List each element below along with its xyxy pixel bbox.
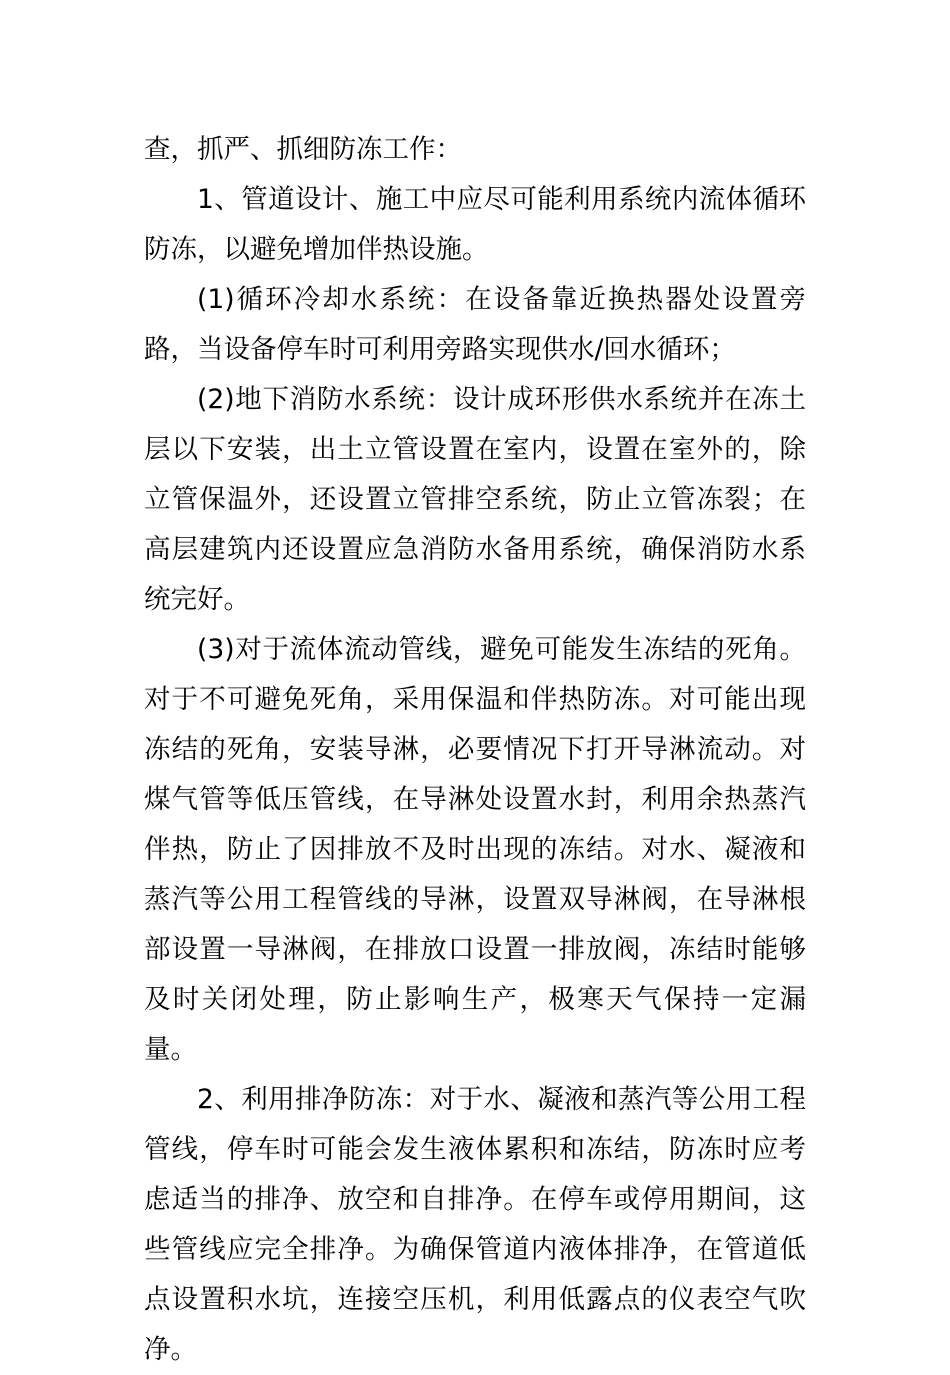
paragraph-continuation: 查，抓严、抓细防冻工作： [144,134,462,165]
document-body [144,125,806,1375]
paragraph-item-1: 1、管道设计、施工中应尽可能利用系统内流体循环防冻，以避免增加伴热设施。 [144,184,806,265]
paragraph-sub-item-2: (2)地下消防水系统：设计成环形供水系统并在冻土层以下安装，出土立管设置在室内，设置在室外的，除立管保温外，还设置立管排空系统，防止立管冻裂；在高层建筑内还设置应急消防水备用系统，确保消防水系统完好。 [144,384,806,615]
paragraph-sub-item-3: (3)对于流体流动管线，避免可能发生冻结的死角。对于不可避免死角，采用保温和伴热防冻。对可能出现冻结的死角，安装导淋，必要情况下打开导淋流动。对煤气管等低压管线，在导淋处设置水封，利用余热蒸汽伴热，防止了因排放不及时出现的冻结。对水、凝液和蒸汽等公用工程管线的导淋，设置双导淋阀，在导淋根部设置一导淋阀，在排放口设置一排放阀，冻结时能够及时关闭处理，防止影响生产，极寒天气保持一定漏量。 [144,634,806,1065]
paragraph-sub-item-1: (1)循环冷却水系统：在设备靠近换热器处设置旁路，当设备停车时可利用旁路实现供水/回水循环； [144,284,806,365]
paragraph-item-2: 2、利用排净防冻：对于水、凝液和蒸汽等公用工程管线，停车时可能会发生液体累积和冻结，防冻时应考虑适当的排净、放空和自排净。在停车或停用期间，这些管线应完全排净。为确保管道内液体排净，在管道低点设置积水坑，连接空压机，利用低露点的仪表空气吹净。 [144,1084,806,1365]
